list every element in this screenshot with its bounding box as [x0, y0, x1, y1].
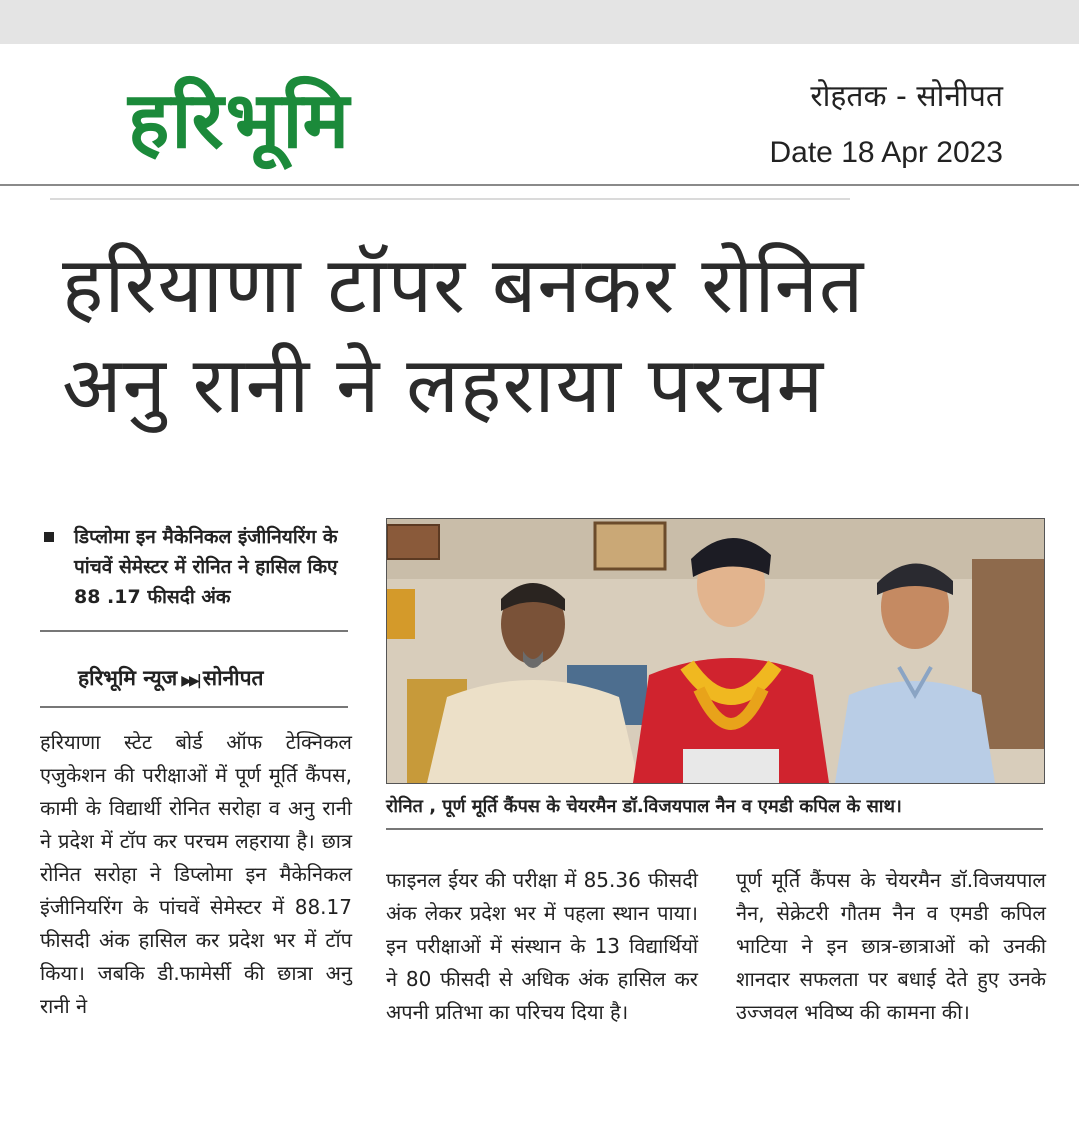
top-bar [0, 0, 1079, 44]
byline-place: सोनीपत [202, 666, 264, 690]
article-summary [40, 522, 348, 612]
caption-divider [386, 828, 1043, 830]
headline-line-2: अनु रानी ने लहराया परचम [62, 341, 825, 431]
edition-label: रोहतक - सोनीपत [810, 79, 1003, 114]
fast-forward-icon: ▶▶| [181, 673, 199, 689]
headline [62, 236, 1052, 436]
date-line [769, 136, 1003, 170]
faint-divider [50, 198, 850, 200]
bullet-icon [44, 532, 54, 542]
newspaper-logo: हरिभूमि [128, 76, 352, 166]
byline-divider [40, 706, 348, 708]
article-column-2: फाइनल ईयर की परीक्षा में 85.36 फीसदी अंक लेकर प्रदेश भर में पहला स्थान पाया। इन परीक्षाओं में संस्थान के 13 विद्यार्थियों ने 80 फीसदी से अधिक अंक हासिल कर अपनी प्रतिभा का परिचय दिया है। [386, 868, 698, 1024]
headline-line-1: हरियाणा टॉपर बनकर रोनित [62, 241, 865, 331]
article-column-1: हरियाणा स्टेट बोर्ड ऑफ टेक्निकल एजुकेशन की परीक्षाओं में पूर्ण मूर्ति कैंपस, कामी के विद्यार्थी रोनित सरोहा व अनु रानी ने प्रदेश में टॉप कर परचम लहराया है। छात्र रोनित सरोहा ने डिप्लोमा इन मैकेनिकल इंजीनियरिंग के पांचवें सेमेस्टर में 88.17 फीसदी अंक हासिल कर प्रदेश भर में टॉप किया। जबकि डी.फामेर्सी की छात्रा अनु रानी ने [40, 730, 352, 1018]
masthead-divider [0, 184, 1079, 186]
byline [78, 664, 264, 692]
date-label: Date [769, 136, 833, 169]
date-value: 18 Apr 2023 [841, 136, 1003, 169]
byline-source: हरिभूमि न्यूज [78, 666, 178, 690]
article-column-3: पूर्ण मूर्ति कैंपस के चेयरमैन डॉ.विजयपाल नैन, सेक्रेटरी गौतम नैन व एमडी कपिल भाटिया ने इन छात्र-छात्राओं को उनकी शानदार सफलता पर बधाई देते हुए उनके उज्जवल भविष्य की कामना की। [736, 868, 1046, 1024]
article-photo [386, 518, 1045, 784]
photo-illustration [387, 519, 1044, 783]
photo-caption: रोनित , पूर्ण मूर्ति कैंपस के चेयरमैन डॉ.विजयपाल नैन व एमडी कपिल के साथ। [386, 796, 902, 817]
summary-text: डिप्लोमा इन मैकेनिकल इंजीनियरिंग के पांचवें सेमेस्टर में रोनित ने हासिल किए 88 .17 फीसदी अंक [74, 526, 338, 608]
summary-divider [40, 630, 348, 632]
